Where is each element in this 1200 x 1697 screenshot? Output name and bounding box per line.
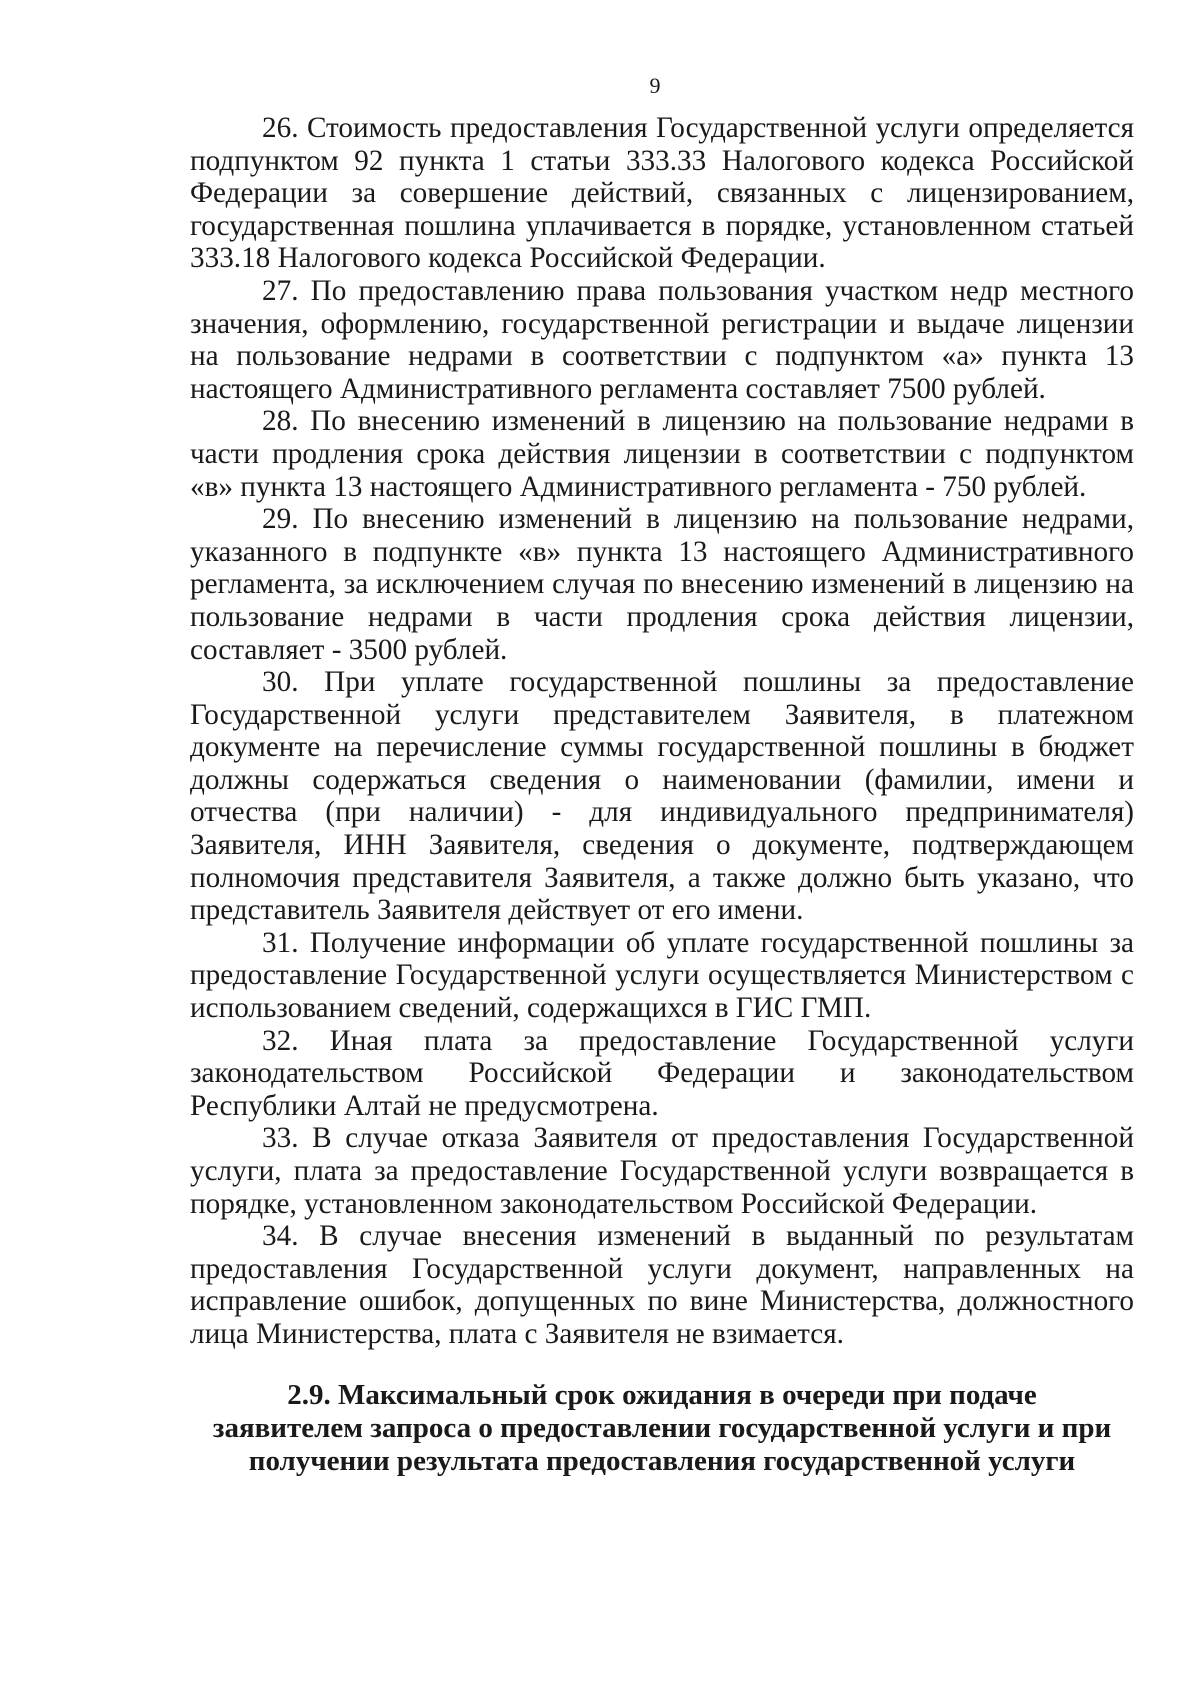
paragraph-30: 30. При уплате государственной пошлины за предоставление Государственной услуги представителем Заявителя, в платежном документе на перечисление суммы государственной пошлины в бюджет должны содержаться сведения о наименовании (фамилии, имени и отчества (при наличии) - для индивидуального предпринимателя) Заявителя, ИНН Заявителя, сведения о документе, подтверждающем полномочия представителя Заявителя, а также должно быть указано, что представитель Заявителя действует от его имени. <box>190 666 1134 927</box>
paragraph-28: 28. По внесению изменений в лицензию на пользование недрами в части продления срока действия лицензии в соответствии с подпунктом «в» пункта 13 настоящего Административного регламента - 750 рублей. <box>190 405 1134 503</box>
paragraph-26: 26. Стоимость предоставления Государственной услуги определяется подпунктом 92 пункта 1 статьи 333.33 Налогового кодекса Российской Федерации за совершение действий, связанных с лицензированием, государственная пошлина уплачивается в порядке, установленном статьей 333.18 Налогового кодекса Российской Федерации. <box>190 112 1134 275</box>
document-body <box>190 112 1134 1478</box>
paragraph-33: 33. В случае отказа Заявителя от предоставления Государственной услуги, плата за предоставление Государственной услуги возвращается в порядке, установленном законодательством Российской Федерации. <box>190 1122 1134 1220</box>
paragraph-31: 31. Получение информации об уплате государственной пошлины за предоставление Государственной услуги осуществляется Министерством с использованием сведений, содержащихся в ГИС ГМП. <box>190 926 1134 1025</box>
page-number: 9 <box>649 73 661 98</box>
paragraph-34: 34. В случае внесения изменений в выданный по результатам предоставления Государственной услуги документ, направленных на исправление ошибок, допущенных по вине Министерства, должностного лица Министерства, плата с Заявителя не взимается. <box>190 1220 1134 1350</box>
paragraph-29: 29. По внесению изменений в лицензию на пользование недрами, указанного в подпункте «в» пункта 13 настоящего Административного регламента, за исключением случая по внесению изменений в лицензию на пользование недрами в части продления срока действия лицензии, составляет - 3500 рублей. <box>190 503 1134 666</box>
paragraph-32: 32. Иная плата за предоставление Государственной услуги законодательством Российской Федерации и законодательством Республики Алтай не предусмотрена. <box>190 1024 1134 1122</box>
section-heading-2-9: 2.9. Максимальный срок ожидания в очереди при подаче заявителем запроса о предоставлении государственной услуги и при получении результата предоставления государственной услуги <box>212 1378 1112 1477</box>
paragraph-27: 27. По предоставлению права пользования участком недр местного значения, оформлению, государственной регистрации и выдаче лицензии на пользование недрами в соответствии с подпунктом «а» пункта 13 настоящего Административного регламента составляет 7500 рублей. <box>190 274 1134 405</box>
